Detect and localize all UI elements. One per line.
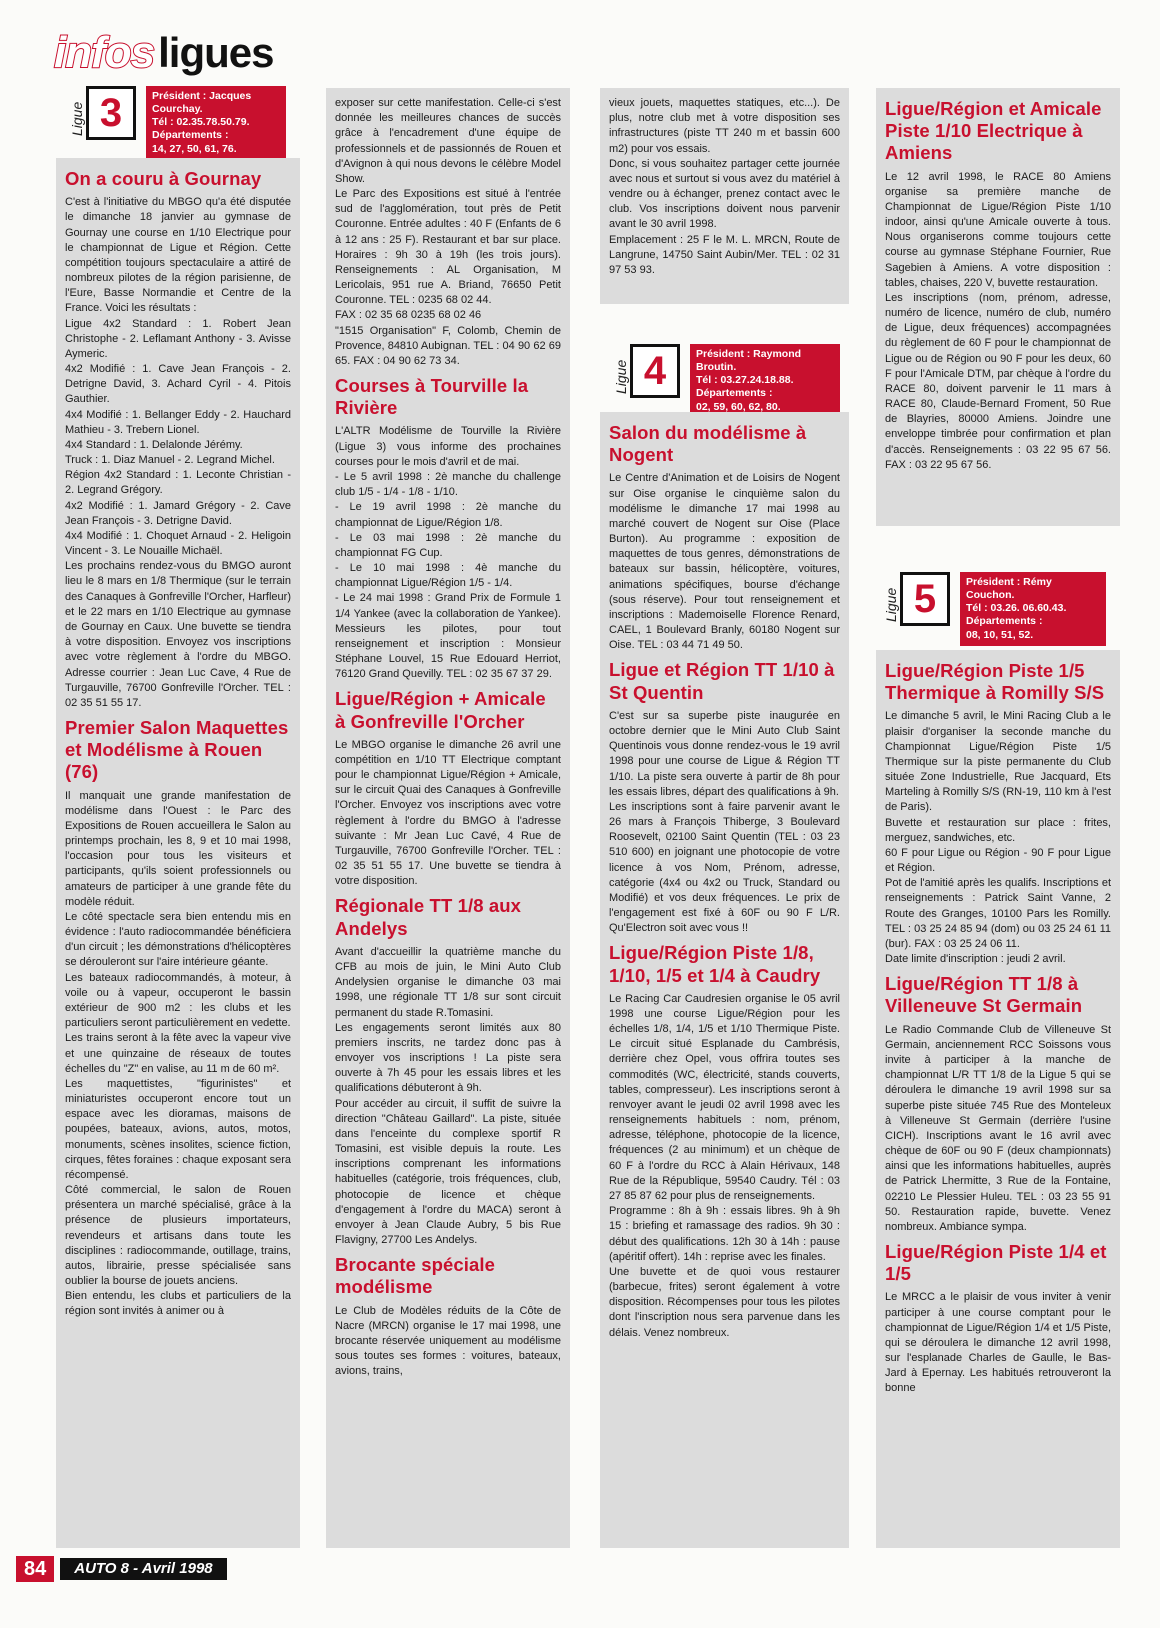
ligue-number: 3 bbox=[86, 86, 136, 140]
article-title: Ligue/Région Piste 1/8, 1/10, 1/5 et 1/4 à Caudry bbox=[609, 942, 821, 986]
ligue-label: Ligue bbox=[883, 587, 899, 622]
page-footer bbox=[16, 1556, 227, 1582]
article-title: Premier Salon Maquettes et Modélisme à Rouen (76) bbox=[65, 717, 289, 783]
article-title: Régionale TT 1/8 aux Andelys bbox=[335, 895, 522, 939]
column-4-bottom bbox=[876, 650, 1120, 1548]
ligue-president-info: Président : Rémy Couchon. Tél : 03.26. 06.60.43. Départements : 08, 10, 51, 52. bbox=[960, 572, 1106, 646]
article-salon-rouen bbox=[65, 717, 291, 1320]
article-body: Le dimanche 5 avril, le Mini Racing Club a le plaisir d'organiser la seconde manche du Championnat Ligue/Région Piste 1/5 Thermique sur la piste permanente du Club située Zone Industrielle, Rue Jacquard, Ets Marteling à Romilly S/S (RN-19, 110 km à l'est de Paris). Buvette et restauration sur place : frites, merguez, sandwiches, etc. 60 F pour Ligue ou Région - 90 F pour Ligue et Région. Pot de l'amitié après les qualifs. Inscriptions et renseignements : Patrick Saint Vanne, 2 Route des Granges, 10100 Pars les Romilly. TEL : 03 25 24 85 94 (dom) ou 03 25 24 61 11 (bur). FAX : 03 25 24 06 11. Date limite d'inscription : jeudi 2 avril. bbox=[885, 710, 1111, 966]
article-villeneuve bbox=[885, 973, 1111, 1235]
article-body: Avant d'accueillir la quatrième manche du CFB au mois de juin, le Mini Auto Club Andelysien organise le dimanche 03 mai 1998, une régionale TT 1/8 sur sont circuit permanent du stade R.Tomasini. Les engagements seront limités aux 80 premiers inscrits, ne tardez donc pas à envoyer vos inscriptions ! La piste sera ouverte à 7h 45 pour les essais libres et les qualifications débuteront à 9h. Pour accéder au circuit, il suffit de suivre la direction "Château Gaillard". La piste, située dans l'enceinte du complexe sportif R Tomasini, est visible depuis la route. Les inscriptions comprenant les informations habituelles (catégorie, trois fréquences, club, photocopie de licence et chèque d'engagement à l'ordre du MACA) seront à envoyer à Jean Claude Aubry, 5 bis Rue Flavigny, 27700 Les Andelys. bbox=[335, 945, 561, 1247]
article-body: Le MRCC a le plaisir de vous inviter à venir participer à une course comptant pour le championnat de Ligue/Région 1/4 et 1/5 Piste, qui se déroulera le dimanche 12 avril 1998, sur l'esplanade Charles de Gaulle, le Bas-Jard à Epernay. Les habitués retrouveront la bonne bbox=[885, 1291, 1111, 1395]
article-title: Ligue/Région + Amicale à Gonfreville l'Orcher bbox=[335, 688, 546, 732]
masthead-logo bbox=[54, 28, 273, 78]
masthead-infos: infos bbox=[54, 28, 155, 77]
article-gournay bbox=[65, 168, 291, 711]
article-amiens bbox=[885, 98, 1111, 473]
ligue-label: Ligue bbox=[613, 359, 629, 394]
ligue-4-badge bbox=[614, 344, 840, 418]
article-title: Ligue et Région TT 1/10 à St Quentin bbox=[609, 659, 835, 703]
article-body: Le Racing Car Caudresien organise le 05 avril 1998 une course Ligue/Région pour les échelles 1/8, 1/4, 1/5 et 1/10 Thermique Piste. Le circuit situé Esplanade du Cambrésis, derrière chez Opel, vous offrira toutes ses commodités (WC, électricité, stands couverts, tables, compresseur). Les inscriptions seront à renvoyer avant le jeudi 02 avril 1998 avec les renseignements habituels : nom, prénom, adresse, téléphone, photocopie de la licence, fréquences (2 au minimum) et un chèque de 60 F à l'ordre du RCC à Alain Hérivaux, 148 Rue de la République, 59540 Caudry. Tél : 03 27 85 87 62 pour plus de renseignements. Programme : 8h à 9h : essais libres. 9h à 9h 15 : briefing et ramassage des radios. 9h 30 : début des qualifications. 12h 30 à 14h : pause (apéritif offert). 14h : reprise avec les finales. Une buvette et de quoi vous restaurer (barbecue, frites) seront également à votre disposition. Récompenses pour tous les pilotes dont l'inscription nous sera parvenue dans les délais. Venez nombreux. bbox=[609, 992, 840, 1339]
article-body: L'ALTR Modélisme de Tourville la Rivière (Ligue 3) vous informe des prochaines courses pour le mois d'avril et de mai. - Le 5 avril 1998 : 2è manche du challenge club 1/5 - 1/4 - 1/8 - 1/10. - Le 19 avril 1998 : 2è manche du championnat de Ligue/Région 1/8. - Le 03 mai 1998 : 2è manche du championnat FG Cup. - Le 10 mai 1998 : 4è manche du championnat Ligue/Région 1/5 - 1/4. - Le 24 mai 1998 : Grand Prix de Formule 1 1/4 Yankee (avec la collaboration de Yankee). Messieurs les pilotes, pour tout renseignement et inscription : Monsieur Stéphane Louvel, 15 Rue Edouard Herriot, 76120 Grand Quevilly. TEL : 02 35 67 37 29. bbox=[335, 425, 561, 681]
article-gonfreville bbox=[335, 688, 561, 889]
column-1 bbox=[56, 158, 300, 1548]
ligue-number: 5 bbox=[900, 572, 950, 626]
article-title: Ligue/Région Piste 1/4 et 1/5 bbox=[885, 1241, 1107, 1285]
column-4-top bbox=[876, 88, 1120, 526]
article-title: Salon du modélisme à Nogent bbox=[609, 422, 807, 466]
magazine-issue: AUTO 8 - Avril 1998 bbox=[60, 1558, 226, 1580]
article-body: Le Centre d'Animation et de Loisirs de Nogent sur Oise organise le cinquième salon du modélisme le dimanche 17 mai 1998 au marché couvert de Nogent sur Oise (Place Burton). Au programme : exposition de maquettes de tous genres, démonstrations de bateaux sur bassin, hélicoptère, voitures, animations spécifiques, bourse d'échange (sous réserve). Pour tout renseignement et inscriptions : Mademoiselle Florence Renard, CAEL, 1 Boulevard Branly, 60180 Nogent sur Oise. TEL : 03 44 71 49 50. bbox=[609, 472, 840, 652]
article-title: Brocante spéciale modélisme bbox=[335, 1254, 496, 1298]
ligue-president-info: Président : Jacques Courchay. Tél : 02.35.78.50.79. Départements : 14, 27, 50, 61, 76. bbox=[146, 86, 286, 160]
article-body: Le MBGO organise le dimanche 26 avril une compétition en 1/10 TT Electrique comptant pour le championnat Ligue/Région + Amicale, sur le circuit Quai des Canaques à Gonfreville l'Orcher. Envoyez vos inscriptions avec votre règlement à l'ordre du BMGO à l'adresse suivante : Mr Jean Luc Cavé, 4 Rue de Turgauville, 76700 Gonfreville l'Orcher. TEL : 02 35 51 55 17. Une buvette se tiendra à votre disposition. bbox=[335, 738, 561, 888]
article-body: Le 12 avril 1998, le RACE 80 Amiens organise sa première manche de Championnat de Ligue/Région Piste 1/10 indoor, ainsi qu'une Amicale ouverte à tous. Nous organiserons comme toujours cette course au gymnase Stéphane Fournier, Rue Sagebien à Amiens. A votre disposition : tables, chaises, 220 V, buvette restauration. Les inscriptions (nom, prénom, adresse, numéro de licence, numéro de club, numéro de Ligue, deux fréquences) accompagnées du règlement de 60 F pour le championnat de Ligue ou de Région ou 90 F pour les deux, 60 F pour l'Amicale DTM, par chèque à l'ordre du RACE 80, doivent parvenir le 11 mars à RACE 80, Claude-Bernard Froment, 50 Rue de Blayries, 80000 Amiens. Joindre une enveloppe timbrée pour confirmation et plan d'accès. Renseignements : 03 22 95 67 56. FAX : 03 22 95 67 56. bbox=[885, 170, 1111, 471]
article-epernay bbox=[885, 1241, 1111, 1397]
masthead-ligues: ligues bbox=[158, 29, 274, 76]
ligue-president-info: Président : Raymond Broutin. Tél : 03.27.24.18.88. Départements : 02, 59, 60, 62, 80. bbox=[690, 344, 840, 418]
article-body: Il manquait une grande manifestation de modélisme dans l'Ouest : le Parc des Expositions de Rouen accueillera le Salon au printemps prochain, les 8, 9 et 10 mai 1998, l'occasion pour tous les visiteurs et participants, qu'ils soient professionnels ou amateurs de participer à une grande fête du modèle réduit. Le côté spectacle sera bien entendu mis en évidence : l'auto radiocommandée bénéficiera d'un circuit ; les démonstrations d'hélicoptères se dérouleront sur l'aire intérieure géante. Les bateaux radiocommandés, à moteur, à voile ou à vapeur, occuperont le bassin extérieur de 900 m2 : les clubs et les particuliers seront particulièrement en vedette. Les trains seront à la fête avec la vapeur vive et une quinzaine de réseaux de toutes échelles du "Z" en valise, au 11 m de 60 m². Les maquettistes, "figurinistes" et miniaturistes occuperont encore tout un espace avec les dioramas, maisons de poupées, bateaux, avions, autos, motos, monuments, scènes insolites, science fiction, cirques, fêtes foraines : chaque exposant sera récompensé. Côté commercial, le salon de Rouen présentera un marché spécialisé, grâce à la présence de plusieurs importateurs, revendeurs et artisans dans toute les disciplines : radiocommande, outillage, trains, autos, librairie, presse spécialisée sans oublier la bourse de jouets anciens. Bien entendu, les clubs et particuliers de la région sont invités à animer ou à bbox=[65, 789, 291, 1318]
ligue-3-badge bbox=[70, 86, 286, 160]
article-title: Ligue/Région Piste 1/5 Thermique à Romilly S/S bbox=[885, 660, 1105, 704]
article-body: C'est sur sa superbe piste inaugurée en octobre dernier que le Mini Auto Club Saint Quentinois vous donne rendez-vous le 19 avril 1998 pour une course de Ligue & Région TT 1/10. La piste sera ouverte à partir de 8h pour les essais libres, départ des qualifications à 9h. Les inscriptions sont à faire parvenir avant le 26 mars à François Thiberge, 3 Boulevard Roosevelt, 02100 Saint Quentin (TEL : 03 23 510 600) en joignant une photocopie de votre licence à vos Nom, Prénom, adresse, catégorie (4x4 ou 4x2 ou Truck, Standard ou Modifié) et vos deux fréquences. Le prix de l'engagement est fixé à 60F ou 90 F L/R. Qu'Electron soit avec vous !! bbox=[609, 709, 840, 935]
article-title: Ligue/Région et Amicale Piste 1/10 Electrique à Amiens bbox=[885, 98, 1102, 164]
article-body: exposer sur cette manifestation. Celle-ci s'est donnée les meilleures chances de succès grâce à l'encadrement d'une équipe de professionnels et de passionnés de Rouen et d'Avignon à qui nous devons le célèbre Model Show. Le Parc des Expositions est situé à l'entrée sud de l'agglomération, tout près de Petit Couronne. Entrée adultes : 40 F (Enfants de 6 à 12 ans : 25 F). Restaurant et bar sur place. Horaires : 9h 30 à 19h (les trois jours). Renseignements : AL Organisation, M Lericolais, 951 rue A. Briand, 76650 Petit Couronne. TEL : 0235 68 02 44. FAX : 02 35 68 0235 68 02 46 "1515 Organisation" F, Colomb, Chemin de Provence, 84810 Aubignan. TEL : 04 90 62 69 65. FAX : 04 90 62 73 34. bbox=[335, 97, 561, 367]
ligue-number: 4 bbox=[630, 344, 680, 398]
article-title: Ligue/Région TT 1/8 à Villeneuve St Germain bbox=[885, 973, 1083, 1017]
article-st-quentin bbox=[609, 659, 840, 936]
article-andelys bbox=[335, 895, 561, 1248]
article-brocante bbox=[335, 1254, 561, 1379]
article-body: C'est à l'initiative du MBGO qu'a été disputée le dimanche 18 janvier au gymnase de Gournay une course en 1/10 Electrique pour le championnat de Ligue et Région. Cette compétition toujours spectaculaire a attiré de nombreux pilotes de la région parisienne, de l'Eure, Basse Normandie et Centre de la France. Voici les résultats : Ligue 4x2 Standard : 1. Robert Jean Christophe - 2. Leflamant Anthony - 3. Avisse Aymeric. 4x2 Modifié : 1. Cave Jean François - 2. Detrigne David, 3. Achard Cyril - 4. Pitois Gauthier. 4x4 Modifié : 1. Bellanger Eddy - 2. Hauchard Mathieu - 3. Trebern Lionel. 4x4 Standard : 1. Delalonde Jérémy. Truck : 1. Diaz Manuel - 2. Legrand Michel. Région 4x2 Standard : 1. Leconte Christian - 2. Legrand Grégory. 4x2 Modifié : 1. Jamard Grégory - 2. Cave Jean François - 3. Detrigne David. 4x4 Modifié : 1. Choquet Arnaud - 2. Heligoin Vincent - 3. Le Nouaille Michaël. Les prochains rendez-vous du BMGO auront lieu le 8 mars en 1/8 Thermique (sur le terrain des Canaques à Gonfreville l'Orcher, Harfleur) et le 22 mars en 1/10 Electrique au gymnase de Gournay en Caux. Une buvette se tiendra à votre disposition. Envoyez vos inscriptions avec votre règlement à l'ordre du MBGO. Adresse courrier : Jean Luc Cave, 4 Rue de Turgauville, 76700 Gonfreville l'Orcher. TEL : 02 35 51 55 17. bbox=[65, 196, 291, 709]
article-body: vieux jouets, maquettes statiques, etc...). De plus, notre club met à votre disposition ses infrastructures (piste TT 240 m et bassin 600 m2) pour vos essais. Donc, si vous souhaitez partager cette journée avec nous et surtout si vous avez du matériel à vendre ou à échanger, prenez contact avec le club. Vos inscriptions doivent nous parvenir avant le 30 avril 1998. Emplacement : 25 F le M. L. MRCN, Route de Langrune, 14750 Saint Aubin/Mer. TEL : 02 31 97 53 93. bbox=[609, 97, 840, 276]
article-body: Le Club de Modèles réduits de la Côte de Nacre (MRCN) organise le 17 mai 1998, une brocante réservée uniquement au modélisme sous toutes ses formes : voitures, bateaux, avions, trains, bbox=[335, 1304, 561, 1378]
article-body: Le Radio Commande Club de Villeneuve St Germain, anciennement RCC Soissons vous invite à participer à la manche de championnat L/R TT 1/8 de la Ligue 5 qui se déroulera le dimanche 19 avril 1998 sur sa superbe piste située 745 Rue des Monteleux à Villeneuve St Germain (derrière l'usine CICH). Inscriptions avant le 16 avril avec chèque de 60F ou 90 F (deux championnats) ainsi que les informations habituelles, auprès de Patrick Lhermitte, 3 Rue de la Fontaine, 02210 Le Plessier Huleu. TEL : 03 23 55 91 50. Restauration rapide, buvette. Venez nombreux. Ambiance sympa. bbox=[885, 1023, 1111, 1233]
article-title: On a couru à Gournay bbox=[65, 168, 262, 189]
article-salon-rouen-continued bbox=[335, 96, 561, 369]
article-tourville bbox=[335, 375, 561, 682]
ligue-label: Ligue bbox=[69, 101, 85, 136]
article-caudry bbox=[609, 942, 840, 1340]
column-3-top bbox=[600, 88, 849, 304]
article-romilly bbox=[885, 660, 1111, 967]
article-brocante-continued bbox=[609, 96, 840, 278]
column-2 bbox=[326, 88, 570, 1548]
article-title: Courses à Tourville la Rivière bbox=[335, 375, 529, 419]
ligue-5-badge bbox=[884, 572, 1106, 646]
article-nogent bbox=[609, 422, 840, 653]
page-number: 84 bbox=[16, 1556, 54, 1582]
column-3-bottom bbox=[600, 412, 849, 1548]
